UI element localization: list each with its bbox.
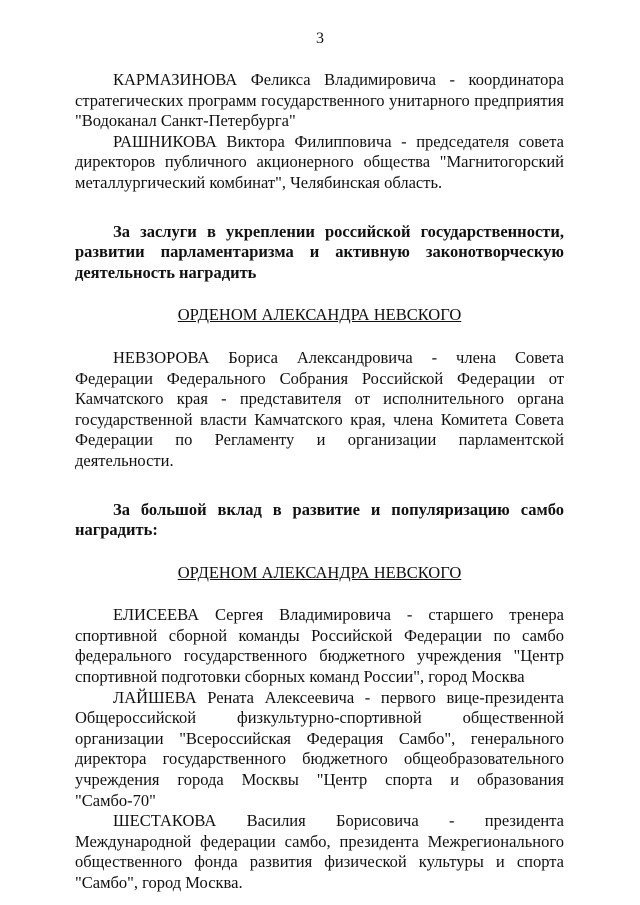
section-1-heading: ОРДЕНОМ АЛЕКСАНДРА НЕВСКОГО [177,305,462,325]
award-entry-eliseev: ЕЛИСЕЕВА Сергея Владимировича - старшего тренера спортивной сборной команды Российской Федерации по самбо федерального государственного бюджетного учреждения "Центр спортивной подготовки сборных команд России", город Москва [75,605,564,687]
award-entry-rashnikov: РАШНИКОВА Виктора Филипповича - председателя совета директоров публичного акционерного общества "Магнитогорский металлургический комбинат", Челябинская область. [75,131,564,192]
document-body [75,70,564,894]
section-1-intro: За заслуги в укреплении российской государственности, развитии парламентаризма и активную законотворческую деятельность наградить [75,221,564,282]
section-2-heading: ОРДЕНОМ АЛЕКСАНДРА НЕВСКОГО [177,562,462,582]
award-entry-laishev: ЛАЙШЕВА Рената Алексеевича - первого вице-президента Общероссийской физкультурно-спортивной общественной организации "Всероссийская Федерация Самбо", генерального директора государственного бюджетного общеобразовательного учреждения города Москвы "Центр спорта и образования "Самбо-70" [75,687,564,810]
award-entry-shestakov: ШЕСТАКОВА Василия Борисовича - президента Международной федерации самбо, президента Межрегионального общественного фонда развития физической культуры и спорта "Самбо", город Москва. [75,811,564,892]
award-entry-nevzorov: НЕВЗОРОВА Бориса Александровича - члена Совета Федерации Федерального Собрания Российской Федерации от Камчатского края - представителя от исполнительного органа государственной власти Камчатского края, члена Комитета Совета Федерации по Регламенту и организации парламентской деятельности. [75,347,564,470]
page-number: 3 [316,30,324,47]
award-entry-karmazinov: КАРМАЗИНОВА Феликса Владимировича - координатора стратегических программ государственного унитарного предприятия "Водоканал Санкт-Петербурга" [75,70,564,131]
section-2-intro: За большой вклад в развитие и популяризацию самбо наградить: [75,499,564,540]
